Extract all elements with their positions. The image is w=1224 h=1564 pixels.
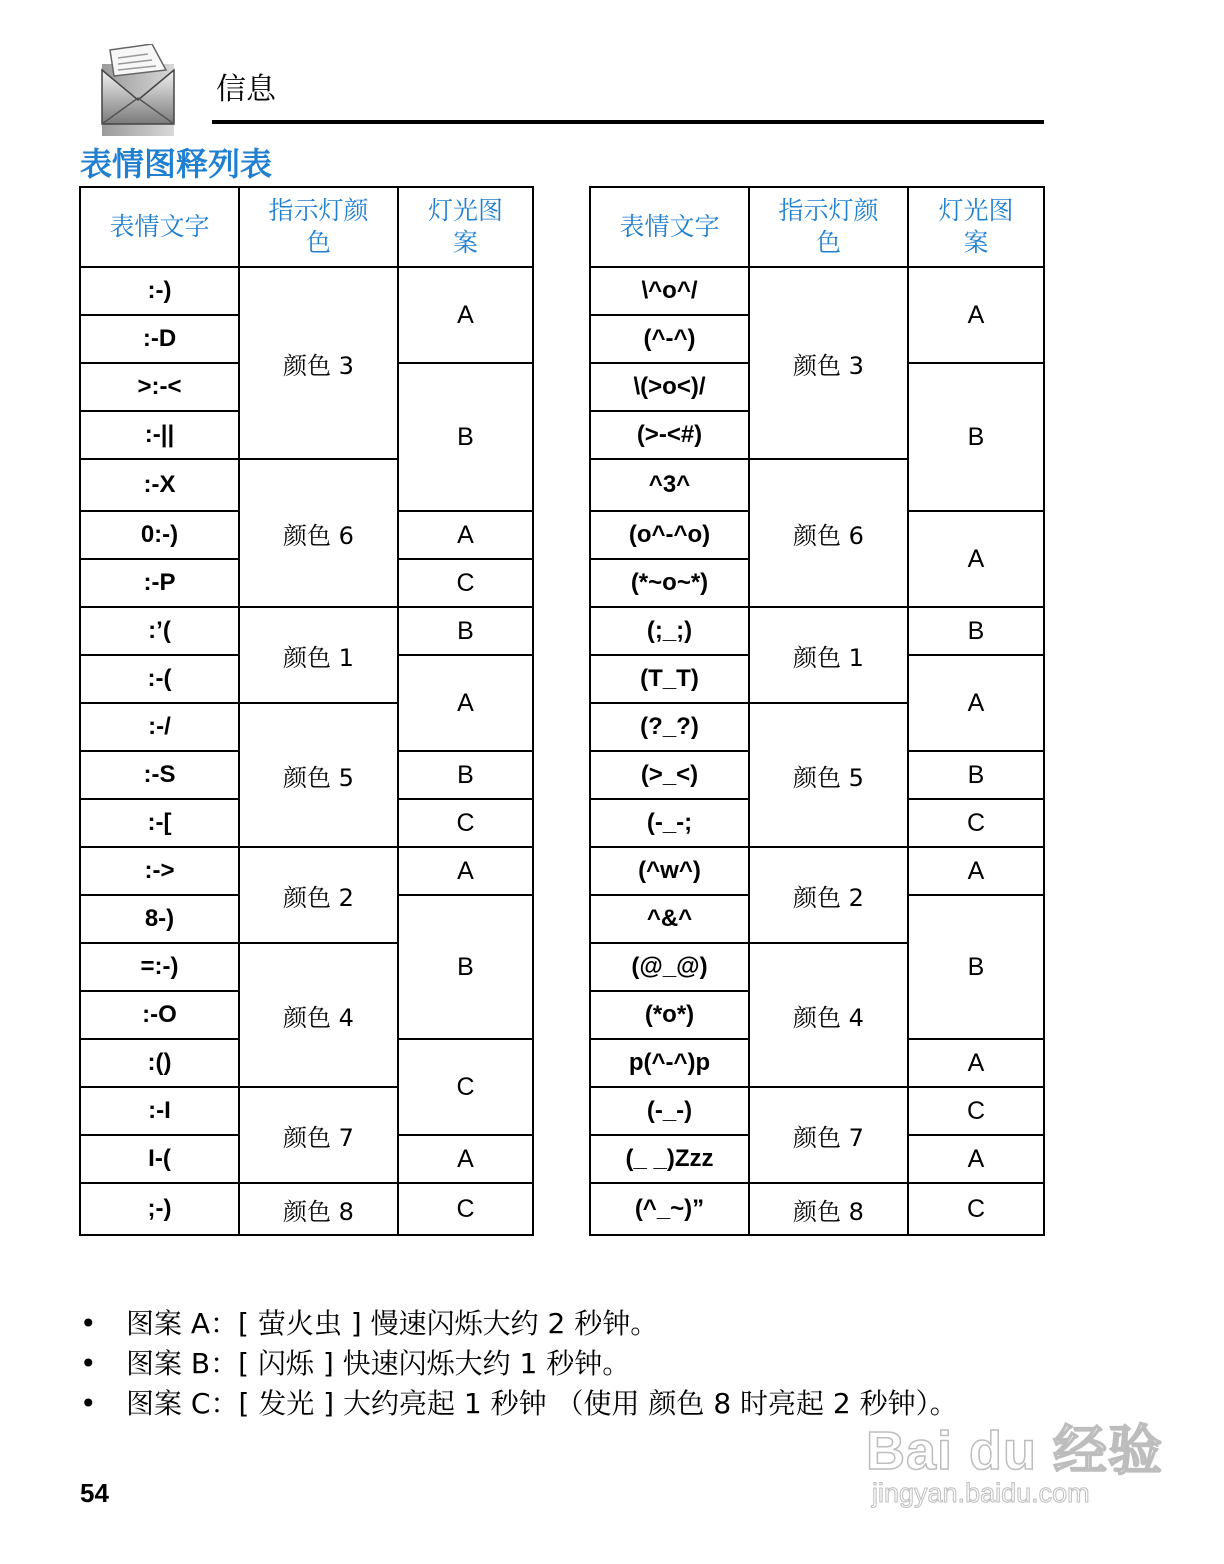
emoticon-cell: (>_<) bbox=[590, 751, 749, 799]
emoticon-cell: (^_~)” bbox=[590, 1183, 749, 1235]
emoticon-cell: \(>o<)/ bbox=[590, 363, 749, 411]
pattern-cell: A bbox=[908, 655, 1044, 751]
emoticon-cell: :-) bbox=[80, 267, 239, 315]
header-emoticon-text: 表情文字 bbox=[590, 187, 749, 267]
pattern-cell: A bbox=[398, 655, 533, 751]
emoticon-cell: :-I bbox=[80, 1087, 239, 1135]
color-cell: 颜色 8 bbox=[749, 1183, 908, 1235]
note-text: 图案 B：[ 闪烁 ] 快速闪烁大约 1 秒钟。 bbox=[126, 1347, 631, 1380]
emoticon-cell: (_ _)Zzz bbox=[590, 1135, 749, 1183]
header-indicator-color: 指示灯颜色 bbox=[749, 187, 908, 267]
emoticon-cell: :-|| bbox=[80, 411, 239, 459]
emoticon-cell: (*~o~*) bbox=[590, 559, 749, 607]
header-rule bbox=[212, 120, 1044, 124]
header-light-pattern: 灯光图案 bbox=[398, 187, 533, 267]
emoticon-cell: (?_?) bbox=[590, 703, 749, 751]
emoticon-cell: :() bbox=[80, 1039, 239, 1087]
pattern-cell: A bbox=[398, 1135, 533, 1183]
watermark-main: Bai du 经验 bbox=[866, 1421, 1164, 1481]
emoticon-cell: (^-^) bbox=[590, 315, 749, 363]
emoticon-cell: =:-) bbox=[80, 943, 239, 991]
pattern-cell: A bbox=[398, 847, 533, 895]
emoticon-cell: I-( bbox=[80, 1135, 239, 1183]
header-indicator-color: 指示灯颜色 bbox=[239, 187, 398, 267]
note-text: 图案 A：[ 萤火虫 ] 慢速闪烁大约 2 秒钟。 bbox=[126, 1307, 659, 1340]
color-cell: 颜色 2 bbox=[239, 847, 398, 943]
emoticon-cell: :-( bbox=[80, 655, 239, 703]
emoticon-cell: \^o^/ bbox=[590, 267, 749, 315]
emoticon-cell: :-X bbox=[80, 459, 239, 511]
emoticon-table-right bbox=[589, 186, 1045, 1236]
emoticon-cell: p(^-^)p bbox=[590, 1039, 749, 1087]
emoticon-cell: ^3^ bbox=[590, 459, 749, 511]
emoticon-cell: :’( bbox=[80, 607, 239, 655]
pattern-cell: C bbox=[398, 799, 533, 847]
color-cell: 颜色 2 bbox=[749, 847, 908, 943]
color-cell: 颜色 4 bbox=[239, 943, 398, 1087]
emoticon-cell: (-_-; bbox=[590, 799, 749, 847]
pattern-cell: C bbox=[908, 799, 1044, 847]
emoticon-cell: :-/ bbox=[80, 703, 239, 751]
emoticon-cell: (o^-^o) bbox=[590, 511, 749, 559]
emoticon-cell: (T_T) bbox=[590, 655, 749, 703]
color-cell: 颜色 3 bbox=[239, 267, 398, 459]
envelope-icon bbox=[100, 44, 176, 136]
pattern-cell: B bbox=[908, 895, 1044, 1039]
emoticon-cell: (@_@) bbox=[590, 943, 749, 991]
page-title: 表情图释列表 bbox=[80, 145, 273, 183]
bullet-icon: • bbox=[80, 1387, 97, 1420]
color-cell: 颜色 1 bbox=[239, 607, 398, 703]
color-cell: 颜色 4 bbox=[749, 943, 908, 1087]
emoticon-cell: :-> bbox=[80, 847, 239, 895]
emoticon-cell: :-O bbox=[80, 991, 239, 1039]
pattern-cell: C bbox=[398, 559, 533, 607]
color-cell: 颜色 6 bbox=[239, 459, 398, 607]
pattern-cell: A bbox=[908, 511, 1044, 607]
bullet-icon: • bbox=[80, 1347, 97, 1380]
pattern-cell: B bbox=[398, 751, 533, 799]
section-label: 信息 bbox=[216, 72, 276, 107]
pattern-cell: A bbox=[908, 267, 1044, 363]
color-cell: 颜色 7 bbox=[239, 1087, 398, 1183]
pattern-cell: C bbox=[398, 1039, 533, 1135]
color-cell: 颜色 6 bbox=[749, 459, 908, 607]
emoticon-cell: (^w^) bbox=[590, 847, 749, 895]
color-cell: 颜色 1 bbox=[749, 607, 908, 703]
pattern-cell: B bbox=[398, 607, 533, 655]
bullet-icon: • bbox=[80, 1307, 97, 1340]
emoticon-cell: :-[ bbox=[80, 799, 239, 847]
note-text: 图案 C：[ 发光 ] 大约亮起 1 秒钟 （使用 颜色 8 时亮起 2 秒钟）。 bbox=[126, 1387, 958, 1420]
header-light-pattern: 灯光图案 bbox=[908, 187, 1044, 267]
pattern-cell: B bbox=[398, 363, 533, 511]
pattern-cell: A bbox=[398, 511, 533, 559]
color-cell: 颜色 7 bbox=[749, 1087, 908, 1183]
pattern-cell: A bbox=[908, 1039, 1044, 1087]
pattern-cell: C bbox=[908, 1183, 1044, 1235]
emoticon-cell: (;_;) bbox=[590, 607, 749, 655]
header-emoticon-text: 表情文字 bbox=[80, 187, 239, 267]
pattern-cell: C bbox=[908, 1087, 1044, 1135]
baidu-watermark bbox=[866, 1408, 1166, 1518]
color-cell: 颜色 5 bbox=[239, 703, 398, 847]
emoticon-table-left bbox=[79, 186, 534, 1236]
pattern-cell: A bbox=[398, 267, 533, 363]
pattern-cell: B bbox=[908, 607, 1044, 655]
pattern-cell: A bbox=[908, 847, 1044, 895]
emoticon-cell: :-S bbox=[80, 751, 239, 799]
pattern-cell: C bbox=[398, 1183, 533, 1235]
emoticon-cell: 8-) bbox=[80, 895, 239, 943]
emoticon-cell: :-D bbox=[80, 315, 239, 363]
color-cell: 颜色 8 bbox=[239, 1183, 398, 1235]
pattern-cell: B bbox=[398, 895, 533, 1039]
pattern-cell: B bbox=[908, 751, 1044, 799]
watermark-url: jingyan.baidu.com bbox=[872, 1478, 1090, 1508]
page-number: 54 bbox=[80, 1478, 109, 1508]
emoticon-cell: 0:-) bbox=[80, 511, 239, 559]
color-cell: 颜色 5 bbox=[749, 703, 908, 847]
emoticon-cell: ^&^ bbox=[590, 895, 749, 943]
emoticon-cell: (*o*) bbox=[590, 991, 749, 1039]
pattern-cell: B bbox=[908, 363, 1044, 511]
emoticon-cell: ;-) bbox=[80, 1183, 239, 1235]
color-cell: 颜色 3 bbox=[749, 267, 908, 459]
emoticon-cell: :-P bbox=[80, 559, 239, 607]
emoticon-cell: (>-<#) bbox=[590, 411, 749, 459]
emoticon-cell: (-_-) bbox=[590, 1087, 749, 1135]
emoticon-cell: >:-< bbox=[80, 363, 239, 411]
pattern-cell: A bbox=[908, 1135, 1044, 1183]
